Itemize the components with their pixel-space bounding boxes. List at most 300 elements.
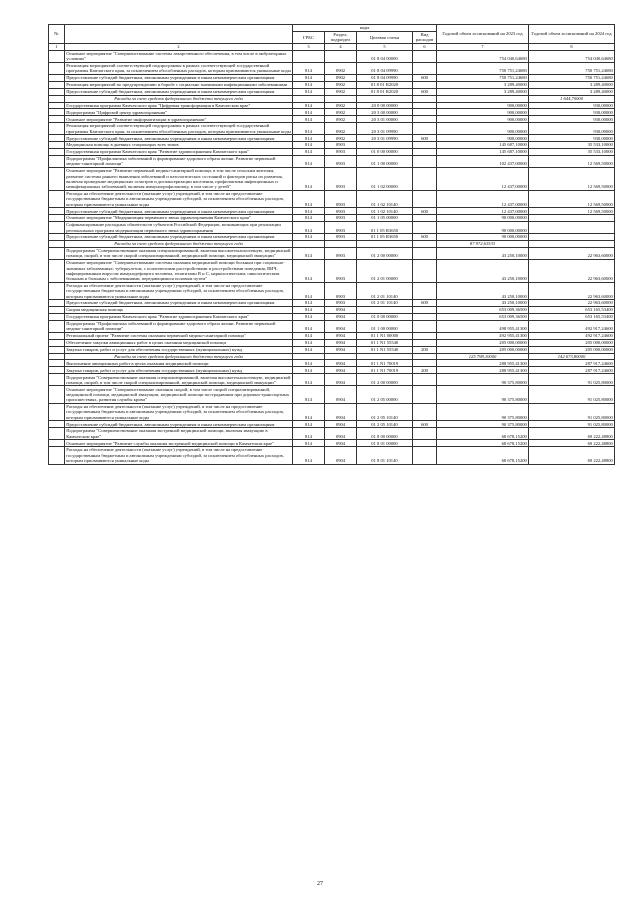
- grbs-cell: 814: [293, 440, 325, 447]
- section-cell: 0902: [325, 75, 357, 82]
- article-cell: 01 2 01 10140: [357, 300, 413, 307]
- volume-2024-cell: 3 289,40000: [529, 88, 615, 95]
- expense-type-cell: [413, 102, 437, 109]
- volume-2023-cell: 900,00000: [437, 123, 529, 135]
- volume-2024-cell: 750 751,24680: [529, 62, 615, 74]
- volume-2024-cell: 750 751,24680: [529, 75, 615, 82]
- table-row: [49, 386, 615, 403]
- grbs-cell: 814: [293, 428, 325, 440]
- grbs-cell: 814: [293, 247, 325, 259]
- row-number-cell: [49, 353, 65, 360]
- volume-2024-cell: 12 569,50000: [529, 208, 615, 215]
- section-cell: 0902: [325, 116, 357, 123]
- expense-type-cell: 600: [413, 88, 437, 95]
- row-number-cell: [49, 215, 65, 222]
- row-number-cell: [49, 95, 65, 102]
- volume-2023-cell: 90 000,00000: [437, 215, 529, 222]
- table-row: [49, 190, 615, 207]
- grbs-cell: 814: [293, 307, 325, 314]
- article-cell: 01 1 N1 70019: [357, 367, 413, 374]
- table-header: [49, 25, 615, 51]
- article-cell: 01 2 05 10140: [357, 403, 413, 420]
- header-grbs: ГРБС: [293, 31, 325, 43]
- article-cell: [357, 95, 413, 102]
- volume-2023-cell: 900,00000: [437, 102, 529, 109]
- volume-2023-cell: 498 955,41300: [437, 320, 529, 332]
- row-name-cell: Предоставление субсидий бюджетным, автономным учреждениям и иным некоммерческим организациям: [65, 421, 293, 428]
- volume-2023-cell: 90 375,80000: [437, 374, 529, 386]
- row-number-cell: [49, 339, 65, 346]
- header-article: Целевая статья: [357, 31, 413, 43]
- table-row: [49, 149, 615, 156]
- grbs-cell: 814: [293, 215, 325, 222]
- row-number-cell: [49, 428, 65, 440]
- article-cell: 01 1 00 00000: [357, 155, 413, 167]
- table-row: [49, 428, 615, 440]
- section-cell: 0903: [325, 149, 357, 156]
- section-cell: 0904: [325, 403, 357, 420]
- row-number-cell: [49, 247, 65, 259]
- section-cell: 0903: [325, 221, 357, 233]
- article-cell: 01 1 05 00000: [357, 215, 413, 222]
- row-name-cell: Основное мероприятие "Развитие службы оказания экстренной медицинской помощи в Камчатском крае": [65, 440, 293, 447]
- grbs-cell: 814: [293, 62, 325, 74]
- section-cell: 0904: [325, 360, 357, 367]
- volume-2024-cell: 12 569,50000: [529, 168, 615, 191]
- expense-type-cell: 600: [413, 300, 437, 307]
- row-name-cell: Закупка товаров, работ и услуг для обеспечения государственных (муниципальных) нужд: [65, 346, 293, 353]
- row-number-cell: [49, 241, 65, 248]
- article-cell: 01 2 00 00000: [357, 247, 413, 259]
- section-cell: 0902: [325, 135, 357, 142]
- article-cell: 01 1 N1 70019: [357, 360, 413, 367]
- volume-2023-cell: 492 955,41300: [437, 332, 529, 339]
- volume-2023-cell: 900,00000: [437, 116, 529, 123]
- grbs-cell: 814: [293, 190, 325, 207]
- section-cell: 0904: [325, 339, 357, 346]
- row-number-cell: [49, 75, 65, 82]
- grbs-cell: 814: [293, 75, 325, 82]
- section-cell: 0903: [325, 208, 357, 215]
- expense-type-cell: 600: [413, 135, 437, 142]
- row-name-cell: Подпрограмма "Совершенствование оказания экстренной медицинской помощи, включая эвакуацию в Камчатском крае": [65, 428, 293, 440]
- expense-type-cell: [413, 260, 437, 283]
- article-cell: 01 1 02 00000: [357, 168, 413, 191]
- row-name-cell: Региональный проект "Развитие системы оказания первичной медико-санитарной помощи": [65, 332, 293, 339]
- table-row: [49, 215, 615, 222]
- volume-2023-cell: 900,00000: [437, 135, 529, 142]
- section-cell: 0902: [325, 62, 357, 74]
- grbs-cell: [293, 353, 325, 360]
- volume-2023-cell: 68 678,15200: [437, 447, 529, 464]
- expense-type-cell: [413, 190, 437, 207]
- table-row: [49, 208, 615, 215]
- article-cell: 20 0 00 00000: [357, 102, 413, 109]
- grbs-cell: [293, 241, 325, 248]
- row-name-cell: Подпрограмма "Цифровой центр здравоохранения": [65, 109, 293, 116]
- volume-2024-cell: 492 917,24600: [529, 320, 615, 332]
- expense-type-cell: [413, 62, 437, 74]
- grbs-cell: 814: [293, 142, 325, 149]
- volume-2024-cell: 22 963,60000: [529, 282, 615, 299]
- row-name-cell: Предоставление субсидий бюджетным, автономным учреждениям и иным некоммерческим организациям: [65, 208, 293, 215]
- table-row: [49, 447, 615, 464]
- row-name-cell: Основное мероприятие "Модернизация первичного звена здравоохранения Камчатского края": [65, 215, 293, 222]
- row-name-cell: Расходы на обеспечение деятельности (оказание услуг) учреждений, в том числе на предоставление государственным бюджетным и автономным учреждениям субсидий, за исключением обособленных расходов, которым присваиваются уникальные коды: [65, 190, 293, 207]
- volume-2023-cell: 12 437,00000: [437, 208, 529, 215]
- volume-2024-cell: 930,00000: [529, 116, 615, 123]
- volume-2023-cell: 90 000,00000: [437, 221, 529, 233]
- table-row: [49, 168, 615, 191]
- volume-2024-cell: 653 165,53400: [529, 313, 615, 320]
- volume-2023-cell: 205 000,00000: [437, 346, 529, 353]
- column-number: 6: [413, 44, 437, 51]
- table-row: [49, 440, 615, 447]
- section-cell: 0904: [325, 440, 357, 447]
- article-cell: 01 8 01 10140: [357, 447, 413, 464]
- row-name-cell: Основное мероприятие "Совершенствование оказания скорой, в том числе скорой специализированной, медицинской помощи, медицинской эвакуации, медицинской помощи пострадавшим при дорожно-транспортных происшествиях, развития службы крови": [65, 386, 293, 403]
- table-row: [49, 360, 615, 367]
- row-name-cell: Расходы на обеспечение деятельности (оказание услуг) учреждений, в том числе на предоставление государственным бюджетным и автономным учреждениям субсидий, за исключением обособленных расходов, которым присваиваются уникальные коды: [65, 282, 293, 299]
- section-cell: 0904: [325, 367, 357, 374]
- section-cell: 0903: [325, 168, 357, 191]
- expense-type-cell: [413, 313, 437, 320]
- row-number-cell: [49, 155, 65, 167]
- table-row: [49, 313, 615, 320]
- table-row: [49, 75, 615, 82]
- volume-2024-cell: 22 963,60000: [529, 247, 615, 259]
- row-number-cell: [49, 102, 65, 109]
- article-cell: 20 3 01 00000: [357, 116, 413, 123]
- expense-type-cell: 600: [413, 208, 437, 215]
- grbs-cell: 814: [293, 109, 325, 116]
- expense-type-cell: [413, 403, 437, 420]
- row-name-cell: Подпрограмма "Совершенствование оказания специализированной, включая высокотехнологичную, медицинской помощи, скорой, в том числе скорой специализированной, медицинской помощи, медицинской эвакуации": [65, 374, 293, 386]
- volume-2023-cell: 3 289,40000: [437, 81, 529, 88]
- row-name-cell: Предоставление субсидий бюджетным, автономным учреждениям и иным некоммерческим организациям: [65, 300, 293, 307]
- grbs-cell: 814: [293, 403, 325, 420]
- row-name-cell: Основное мероприятие "Совершенствование системы лекарственного обеспечения, в том числе в амбулаторных условиях": [65, 50, 293, 62]
- article-cell: 01 8 01 R2020: [357, 88, 413, 95]
- table-body: [49, 50, 615, 464]
- volume-2024-cell: 287 917,24600: [529, 360, 615, 367]
- row-number-cell: [49, 360, 65, 367]
- article-cell: 01 0 00 00000: [357, 149, 413, 156]
- volume-2023-cell: 3 289,40000: [437, 88, 529, 95]
- table-row: [49, 88, 615, 95]
- row-name-cell: Расходы за счет средств федерального бюджета текущего года: [65, 241, 293, 248]
- grbs-cell: 814: [293, 320, 325, 332]
- grbs-cell: 814: [293, 332, 325, 339]
- row-name-cell: Подпрограмма "Профилактика заболеваний и формирование здорового образа жизни. Развитие первичной медико-санитарной помощи": [65, 155, 293, 167]
- grbs-cell: 814: [293, 234, 325, 241]
- column-number: 7: [437, 44, 529, 51]
- volume-2024-cell: 22 963,60000: [529, 260, 615, 283]
- table-row: [49, 102, 615, 109]
- row-name-cell: Расходы на обеспечение деятельности (оказание услуг) учреждений, в том числе на предоставление государственным бюджетным и автономным учреждениям субсидий, за исключением обособленных расходов, которым присваиваются уникальные коды: [65, 403, 293, 420]
- expense-type-cell: [413, 142, 437, 149]
- grbs-cell: 814: [293, 116, 325, 123]
- row-number-cell: [49, 346, 65, 353]
- row-number-cell: [49, 260, 65, 283]
- table-row: [49, 123, 615, 135]
- grbs-cell: 814: [293, 386, 325, 403]
- row-number-cell: [49, 367, 65, 374]
- volume-2024-cell: 91 025,80000: [529, 403, 615, 420]
- article-cell: 01 1 N1 00000: [357, 332, 413, 339]
- grbs-cell: 814: [293, 208, 325, 215]
- row-number-cell: [49, 221, 65, 233]
- expense-type-cell: [413, 168, 437, 191]
- row-number-cell: [49, 135, 65, 142]
- row-number-cell: [49, 123, 65, 135]
- expense-type-cell: [413, 123, 437, 135]
- row-name-cell: Предоставление субсидий бюджетным, автономным учреждениям и иным некоммерческим организациям: [65, 135, 293, 142]
- row-number-cell: [49, 447, 65, 464]
- section-cell: 0904: [325, 320, 357, 332]
- row-number-cell: [49, 403, 65, 420]
- grbs-cell: 814: [293, 88, 325, 95]
- row-name-cell: Основное мероприятие "Совершенствование системы оказания медицинской помощи больным при социально-значимых заболеваниях: туберкулезом, с психическими расстройствами и расстройствами поведения, ВИЧ, инфицированным вирусом иммунодефицита человека, гепатитами В и С, наркологическим, онкологическим больным и больным с заболеваниями, передающимися половым путем": [65, 260, 293, 283]
- article-cell: 01 8 01 00000: [357, 440, 413, 447]
- expense-type-cell: [413, 149, 437, 156]
- expense-type-cell: [413, 320, 437, 332]
- article-cell: 01 1 05 R3650: [357, 234, 413, 241]
- expense-type-cell: [413, 81, 437, 88]
- table-row: [49, 403, 615, 420]
- volume-2023-cell: 90 375,80000: [437, 403, 529, 420]
- expense-type-cell: [413, 221, 437, 233]
- row-name-cell: Предоставление субсидий бюджетным, автономным учреждениям и иным некоммерческим организациям: [65, 88, 293, 95]
- article-cell: 01 2 01 10140: [357, 282, 413, 299]
- table-row: [49, 155, 615, 167]
- article-cell: 01 1 05 R3650: [357, 221, 413, 233]
- article-cell: 01 0 00 00000: [357, 313, 413, 320]
- row-number-cell: [49, 307, 65, 314]
- row-number-cell: [49, 282, 65, 299]
- section-cell: 0904: [325, 313, 357, 320]
- volume-2024-cell: 653 165,53400: [529, 307, 615, 314]
- table-row: [49, 116, 615, 123]
- column-number: 2: [65, 44, 293, 51]
- row-name-cell: Расходы за счет средств федерального бюджета текущего года: [65, 95, 293, 102]
- table-row: [49, 62, 615, 74]
- volume-2024-cell: 12 569,50000: [529, 155, 615, 167]
- expense-type-cell: [413, 386, 437, 403]
- volume-2023-cell: 754 040,64680: [437, 50, 529, 62]
- header-number: №: [49, 25, 65, 44]
- grbs-cell: 814: [293, 421, 325, 428]
- volume-2024-cell: 205 000,00000: [529, 346, 615, 353]
- volume-2023-cell: 68 678,15200: [437, 440, 529, 447]
- grbs-cell: 814: [293, 300, 325, 307]
- table-row: [49, 307, 615, 314]
- article-cell: 01 8 01 R2020: [357, 81, 413, 88]
- expense-type-cell: [413, 440, 437, 447]
- expense-type-cell: [413, 374, 437, 386]
- article-cell: 01 1 N1 55540: [357, 346, 413, 353]
- expense-type-cell: 600: [413, 75, 437, 82]
- section-cell: 0904: [325, 332, 357, 339]
- row-number-cell: [49, 190, 65, 207]
- row-number-cell: [49, 116, 65, 123]
- table-row: [49, 142, 615, 149]
- section-cell: 0903: [325, 300, 357, 307]
- article-cell: [357, 241, 413, 248]
- expense-type-cell: [413, 447, 437, 464]
- volume-2023-cell: 653 009,36500: [437, 313, 529, 320]
- section-cell: 0903: [325, 247, 357, 259]
- row-name-cell: Подпрограмма "Профилактика заболеваний и формирование здорового образа жизни. Развитие первичной медико-санитарной помощи": [65, 320, 293, 332]
- volume-2024-cell: [529, 215, 615, 222]
- volume-2024-cell: 91 025,80000: [529, 386, 615, 403]
- grbs-cell: 814: [293, 135, 325, 142]
- section-cell: [325, 241, 357, 248]
- article-cell: 01 1 00 00000: [357, 320, 413, 332]
- table-row: [49, 332, 615, 339]
- row-name-cell: Расходы за счет средств федерального бюджета текущего года: [65, 353, 293, 360]
- section-cell: 0903: [325, 282, 357, 299]
- row-number-cell: [49, 50, 65, 62]
- table-row: [49, 109, 615, 116]
- subtotal-row: [49, 353, 615, 360]
- expense-type-cell: 200: [413, 346, 437, 353]
- grbs-cell: [293, 50, 325, 62]
- column-number: 8: [529, 44, 615, 51]
- expense-type-cell: [413, 155, 437, 167]
- volume-2024-cell: 69 222,48800: [529, 428, 615, 440]
- volume-2023-cell: 90 375,80000: [437, 386, 529, 403]
- expense-type-cell: [413, 247, 437, 259]
- row-name-cell: Выполнение авиационных работ в целях оказания медицинской помощи: [65, 360, 293, 367]
- row-number-cell: [49, 168, 65, 191]
- volume-2024-cell: 1 644,70000: [529, 95, 615, 102]
- article-cell: 01 8 04 00000: [357, 50, 413, 62]
- article-cell: 20 3 01 09990: [357, 123, 413, 135]
- volume-2023-cell: 43 250,10000: [437, 300, 529, 307]
- grbs-cell: 814: [293, 123, 325, 135]
- page-number: 27: [317, 881, 323, 887]
- grbs-cell: 814: [293, 447, 325, 464]
- section-cell: 0902: [325, 102, 357, 109]
- table-row: [49, 50, 615, 62]
- volume-2023-cell: 12 437,00000: [437, 168, 529, 191]
- expense-type-cell: [413, 307, 437, 314]
- volume-2023-cell: 288 955,41300: [437, 360, 529, 367]
- header-expense-type: Вид расходов: [413, 31, 437, 43]
- expense-type-cell: [413, 282, 437, 299]
- expense-type-cell: [413, 339, 437, 346]
- row-name-cell: Расходы на обеспечение деятельности (оказание услуг) учреждений, в том числе на предоставление государственным бюджетным и автономным учреждениям субсидий, за исключением обособленных расходов, которым присваиваются уникальные коды: [65, 447, 293, 464]
- volume-2023-cell: 205 000,00000: [437, 339, 529, 346]
- row-name-cell: Предоставление субсидий бюджетным, автономным учреждениям и иным некоммерческим организациям: [65, 234, 293, 241]
- article-cell: 01 2 05 00000: [357, 386, 413, 403]
- article-cell: 01 2 00 00000: [357, 374, 413, 386]
- subtotal-row: [49, 241, 615, 248]
- table-row: [49, 282, 615, 299]
- grbs-cell: 814: [293, 81, 325, 88]
- volume-2023-cell: 900,00000: [437, 109, 529, 116]
- table-row: [49, 346, 615, 353]
- row-number-cell: [49, 421, 65, 428]
- row-number-cell: [49, 332, 65, 339]
- grbs-cell: 814: [293, 282, 325, 299]
- row-number-cell: [49, 81, 65, 88]
- volume-2024-cell: [529, 221, 615, 233]
- article-cell: 01 1 02 10140: [357, 190, 413, 207]
- budget-table: [48, 24, 615, 465]
- section-cell: 0902: [325, 123, 357, 135]
- row-name-cell: Реализация мероприятий по предупреждению и борьбе с социально значимыми инфекционными заболеваниями: [65, 81, 293, 88]
- table-row: [49, 260, 615, 283]
- row-name-cell: Реализация мероприятий соответствующей подпрограммы в рамках соответствующей государственной программы Камчатского края, за исключением обособленных расходов, которым присваиваются уникальные коды: [66, 123, 291, 134]
- grbs-cell: [293, 95, 325, 102]
- article-cell: 01 8 00 00000: [357, 428, 413, 440]
- volume-2024-cell: 35 533,10000: [529, 142, 615, 149]
- header-name: [65, 25, 293, 44]
- table-row: [49, 135, 615, 142]
- article-cell: [357, 307, 413, 314]
- column-number: 3: [293, 44, 325, 51]
- volume-2023-cell: 43 250,10000: [437, 282, 529, 299]
- section-cell: 0902: [325, 109, 357, 116]
- section-cell: 0904: [325, 346, 357, 353]
- expense-type-cell: [413, 353, 437, 360]
- row-number-cell: [49, 440, 65, 447]
- row-number-cell: [49, 142, 65, 149]
- volume-2023-cell: 750 751,24680: [437, 62, 529, 74]
- article-cell: 20 3 01 09990: [357, 135, 413, 142]
- row-name-cell: Медицинская помощь в дневных стационарах всех типов: [65, 142, 293, 149]
- column-number: 1: [49, 44, 65, 51]
- expense-type-cell: [413, 360, 437, 367]
- section-cell: 0904: [325, 421, 357, 428]
- volume-2024-cell: 142 673,80000: [529, 353, 615, 360]
- row-number-cell: [49, 374, 65, 386]
- grbs-cell: 814: [293, 155, 325, 167]
- row-name-cell: Государственная программа Камчатского края "Развитие здравоохранения Камчатского края": [65, 313, 293, 320]
- expense-type-cell: [413, 116, 437, 123]
- row-name-cell: Основное мероприятие "Развитие информатизации в здравоохранении": [65, 116, 293, 123]
- article-cell: 01 2 01 00000: [357, 260, 413, 283]
- table-row: [49, 234, 615, 241]
- header-volume-2024: Годовой объем ассигнований на 2024 год: [529, 25, 615, 44]
- grbs-cell: 814: [293, 346, 325, 353]
- row-number-cell: [49, 320, 65, 332]
- article-cell: 01 2 05 10140: [357, 421, 413, 428]
- row-name-cell: Подпрограмма "Совершенствование оказания специализированной, включая высокотехнологичную, медицинской помощи, скорой, в том числе скорой специализированной, медицинской помощи, медицинской эвакуации": [65, 247, 293, 259]
- row-name-cell: Реализация мероприятий соответствующей подпрограммы в рамках соответствующей государственной программы Камчатского края, за исключением обособленных расходов, которым присваиваются уникальные коды: [66, 63, 291, 74]
- row-name-cell: Закупка товаров, работ и услуг для обеспечения государственных (муниципальных) нужд: [65, 367, 293, 374]
- section-cell: 0904: [325, 307, 357, 314]
- row-name-cell: Софинансирование расходных обязательств субъектов Российской Федерации, возникающих при реализации региональных программ модернизации первичного звена здравоохранения: [65, 221, 293, 233]
- section-cell: [325, 95, 357, 102]
- section-cell: 0903: [325, 190, 357, 207]
- table-row: [49, 421, 615, 428]
- row-name-cell: Основное мероприятие "Развитие первичной медико-санитарной помощи, в том числе сельским жителям, развитие системы раннего выявления заболеваний и патологических состояний и факторов риска их развития, включая проведение медицинских осмотров и диспансеризации населения, профилактики инфекционных и неинфекционных заболеваний, включая иммунопрофилактику, в том числе у детей": [65, 168, 293, 191]
- section-cell: 0904: [325, 428, 357, 440]
- row-name-cell: Государственная программа Камчатского края "Развитие здравоохранения Камчатского края": [65, 149, 293, 156]
- expense-type-cell: 200: [413, 367, 437, 374]
- table-row: [49, 300, 615, 307]
- row-number-cell: [49, 109, 65, 116]
- section-cell: 0904: [325, 447, 357, 464]
- volume-2024-cell: 3 289,40000: [529, 81, 615, 88]
- grbs-cell: 814: [293, 102, 325, 109]
- volume-2024-cell: 930,00000: [529, 123, 615, 135]
- header-codes: коды: [293, 25, 437, 32]
- volume-2024-cell: 492 917,24600: [529, 332, 615, 339]
